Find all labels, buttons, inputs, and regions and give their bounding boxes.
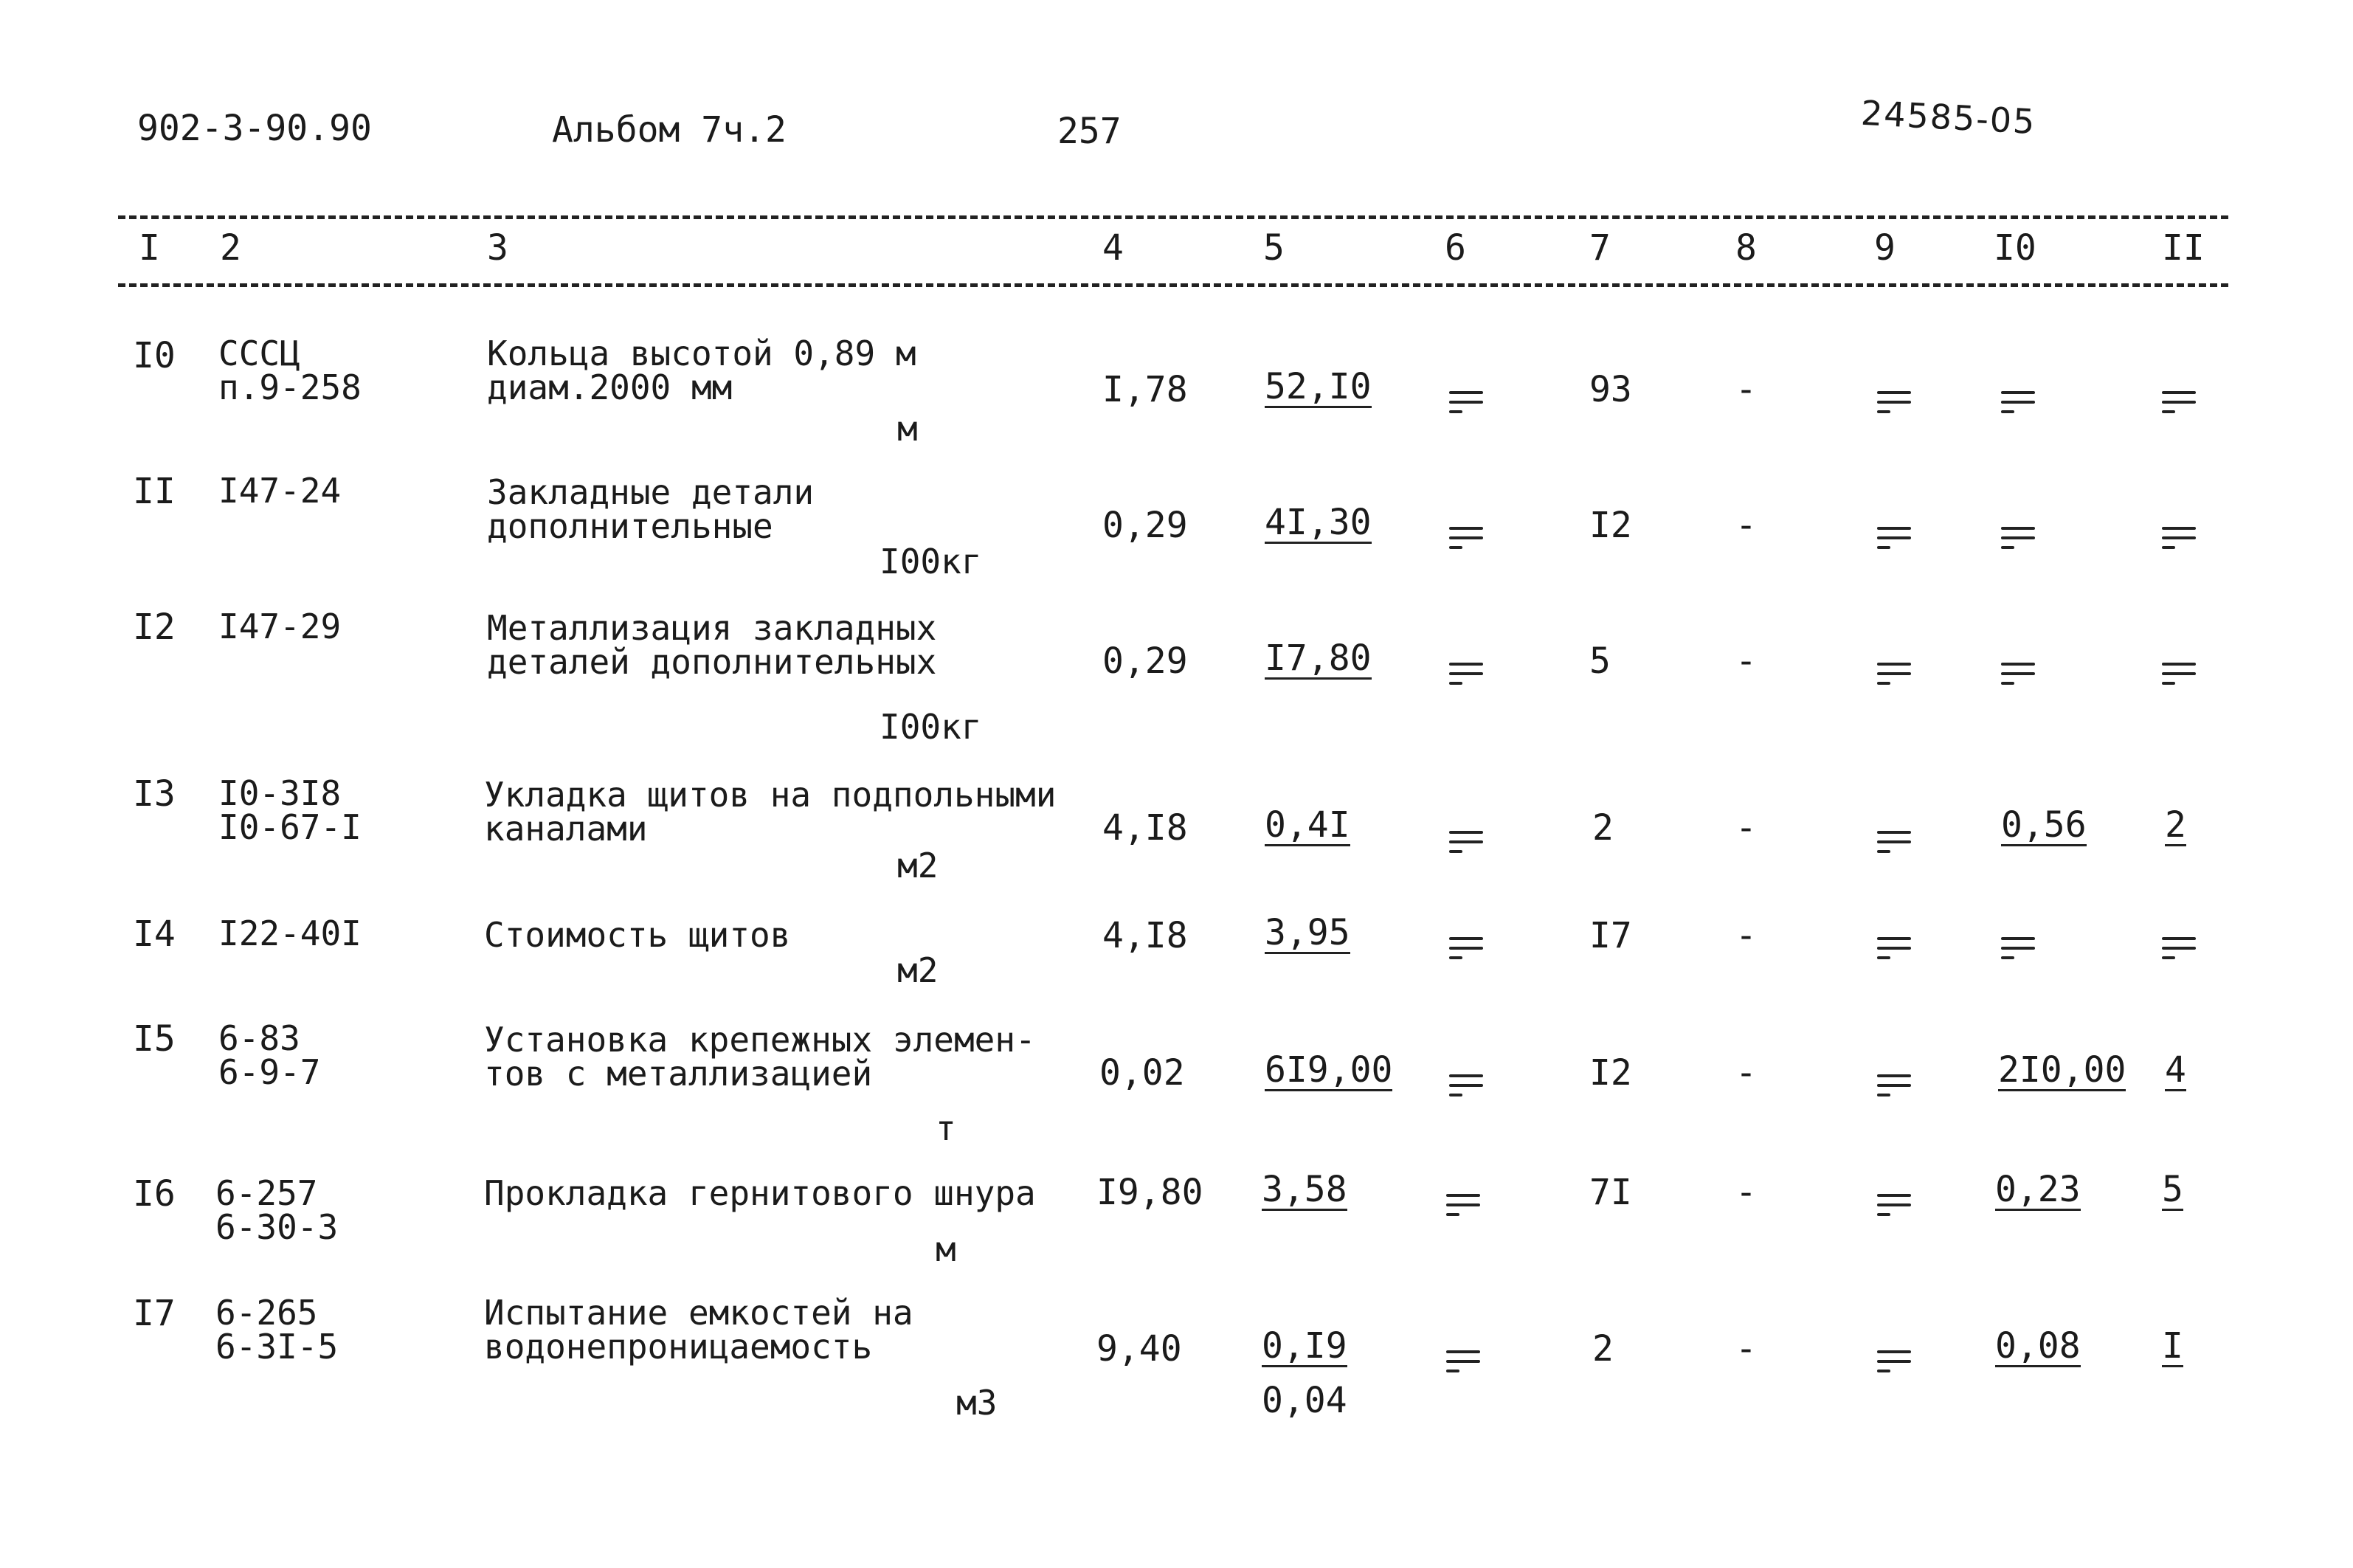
row-unit-price: 6I9,00 bbox=[1265, 1049, 1393, 1091]
row-description: дополнительные bbox=[487, 506, 773, 546]
row-col7: 93 bbox=[1589, 369, 1632, 410]
row-col7: I2 bbox=[1589, 505, 1632, 546]
column-header-5: 5 bbox=[1263, 227, 1285, 269]
row-description: Стоимость щитов bbox=[484, 915, 791, 955]
dash-mark-col6 bbox=[1446, 1194, 1480, 1223]
dash-mark-col6 bbox=[1449, 391, 1483, 420]
row-unit-price: 3,95 bbox=[1265, 912, 1350, 953]
row-quantity: I9,80 bbox=[1096, 1172, 1203, 1213]
page-number: 257 bbox=[1057, 111, 1122, 152]
row-col7: 2 bbox=[1592, 807, 1614, 849]
row-col7: 7I bbox=[1589, 1172, 1632, 1213]
row-code: 6-3I-5 bbox=[215, 1327, 339, 1367]
row-number: I3 bbox=[133, 773, 176, 815]
dash-mark-col6 bbox=[1449, 1074, 1483, 1103]
row-description: каналами bbox=[484, 809, 648, 849]
row-unit: м bbox=[897, 409, 918, 449]
row-quantity: 0,29 bbox=[1102, 640, 1188, 682]
row-code: 6-265 bbox=[215, 1293, 318, 1333]
row-description: деталей дополнительных bbox=[487, 642, 937, 682]
row-col11: 2 bbox=[2165, 804, 2186, 846]
row-col8: - bbox=[1735, 915, 1757, 956]
column-header-2: 2 bbox=[220, 227, 241, 269]
dash-mark-col9 bbox=[1877, 663, 1911, 691]
column-header-3: 3 bbox=[487, 227, 508, 269]
dash-mark-col11 bbox=[2162, 527, 2196, 556]
row-col7: I2 bbox=[1589, 1052, 1632, 1094]
doc-code: 902-3-90.90 bbox=[137, 108, 372, 149]
row-description: водонепроницаемость bbox=[484, 1327, 873, 1367]
row-unit-price: 0,4I bbox=[1265, 804, 1350, 846]
row-unit-price: I7,80 bbox=[1265, 638, 1372, 679]
row-col7: I7 bbox=[1589, 915, 1632, 956]
row-description: Испытание емкостей на bbox=[484, 1293, 913, 1333]
row-quantity: 4,I8 bbox=[1102, 915, 1188, 956]
dash-mark-col10 bbox=[2001, 937, 2035, 966]
dash-mark-col10 bbox=[2001, 527, 2035, 556]
row-unit-price: 3,58 bbox=[1262, 1169, 1347, 1210]
dash-mark-col11 bbox=[2162, 663, 2196, 691]
row-col8: - bbox=[1735, 1052, 1757, 1094]
album-label: Альбом 7ч.2 bbox=[552, 109, 787, 151]
dash-mark-col6 bbox=[1446, 1350, 1480, 1379]
row-description: диам.2000 мм bbox=[487, 367, 733, 407]
row-description: Укладка щитов на подпольными bbox=[484, 775, 1057, 815]
row-unit-price-extra: 0,04 bbox=[1262, 1380, 1347, 1421]
dash-mark-col6 bbox=[1449, 663, 1483, 691]
row-unit: I00кг bbox=[880, 707, 982, 747]
row-code: 6-9-7 bbox=[218, 1052, 321, 1092]
row-description: Кольца высотой 0,89 м bbox=[487, 334, 916, 373]
row-number: I4 bbox=[133, 913, 176, 955]
row-unit: I00кг bbox=[880, 542, 982, 581]
row-code: 6-30-3 bbox=[215, 1207, 339, 1247]
dash-mark-col9 bbox=[1877, 937, 1911, 966]
row-quantity: 0,29 bbox=[1102, 505, 1188, 546]
row-code: I47-24 bbox=[218, 471, 342, 511]
row-number: I2 bbox=[133, 607, 176, 648]
header-top-rule bbox=[118, 215, 2228, 219]
row-col10: 2I0,00 bbox=[1998, 1049, 2126, 1091]
column-header-9: 9 bbox=[1874, 227, 1896, 269]
row-col8: - bbox=[1735, 369, 1757, 410]
row-col11: 5 bbox=[2162, 1169, 2183, 1210]
row-description: Прокладка гернитового шнура bbox=[484, 1173, 1036, 1213]
row-col8: - bbox=[1735, 1328, 1757, 1370]
row-code: п.9-258 bbox=[218, 367, 362, 407]
dash-mark-col10 bbox=[2001, 663, 2035, 691]
row-description: Установка крепежных элемен- bbox=[484, 1020, 1036, 1060]
dash-mark-col6 bbox=[1449, 831, 1483, 860]
row-number: I5 bbox=[133, 1018, 176, 1060]
row-unit-price: 0,I9 bbox=[1262, 1325, 1347, 1367]
row-unit: м3 bbox=[956, 1383, 998, 1423]
row-code: I22-40I bbox=[218, 913, 362, 953]
column-header-1: I bbox=[139, 227, 160, 269]
row-number: I7 bbox=[133, 1293, 176, 1334]
row-unit-price: 4I,30 bbox=[1265, 502, 1372, 543]
row-quantity: 4,I8 bbox=[1102, 807, 1188, 849]
row-quantity: 0,02 bbox=[1099, 1052, 1185, 1094]
row-number: I6 bbox=[133, 1173, 176, 1215]
row-col8: - bbox=[1735, 505, 1757, 546]
row-quantity: I,78 bbox=[1102, 369, 1188, 410]
row-code: СССЦ bbox=[218, 334, 300, 373]
row-col8: - bbox=[1735, 1172, 1757, 1213]
inventory-number: 24585-05 bbox=[1859, 92, 2037, 142]
dash-mark-col9 bbox=[1877, 1194, 1911, 1223]
column-header-6: 6 bbox=[1445, 227, 1466, 269]
dash-mark-col6 bbox=[1449, 527, 1483, 556]
dash-mark-col9 bbox=[1877, 831, 1911, 860]
dash-mark-col9 bbox=[1877, 391, 1911, 420]
row-code: I47-29 bbox=[218, 607, 342, 646]
row-col8: - bbox=[1735, 640, 1757, 682]
dash-mark-col9 bbox=[1877, 527, 1911, 556]
row-col11: I bbox=[2162, 1325, 2183, 1367]
row-unit: м bbox=[936, 1229, 956, 1269]
row-number: I0 bbox=[133, 335, 176, 376]
row-unit: т bbox=[936, 1108, 956, 1148]
row-col10: 0,23 bbox=[1995, 1169, 2081, 1210]
row-col10: 0,56 bbox=[2001, 804, 2087, 846]
row-col10: 0,08 bbox=[1995, 1325, 2081, 1367]
dash-mark-col10 bbox=[2001, 391, 2035, 420]
row-col7: 5 bbox=[1589, 640, 1611, 682]
row-description: Закладные детали bbox=[487, 472, 815, 512]
row-number: II bbox=[133, 471, 176, 512]
dash-mark-col11 bbox=[2162, 937, 2196, 966]
row-code: I0-67-I bbox=[218, 807, 362, 847]
row-col7: 2 bbox=[1592, 1328, 1614, 1370]
column-header-4: 4 bbox=[1102, 227, 1124, 269]
dash-mark-col6 bbox=[1449, 937, 1483, 966]
row-col11: 4 bbox=[2165, 1049, 2186, 1091]
row-quantity: 9,40 bbox=[1096, 1328, 1182, 1370]
dash-mark-col9 bbox=[1877, 1074, 1911, 1103]
row-col8: - bbox=[1735, 807, 1757, 849]
column-header-8: 8 bbox=[1735, 227, 1757, 269]
column-header-11: II bbox=[2162, 227, 2205, 269]
row-unit-price: 52,I0 bbox=[1265, 366, 1372, 407]
row-code: 6-257 bbox=[215, 1173, 318, 1213]
dash-mark-col11 bbox=[2162, 391, 2196, 420]
header-bottom-rule bbox=[118, 283, 2228, 287]
row-code: 6-83 bbox=[218, 1018, 300, 1058]
column-header-10: I0 bbox=[1994, 227, 2036, 269]
dash-mark-col9 bbox=[1877, 1350, 1911, 1379]
row-description: Металлизация закладных bbox=[487, 608, 937, 648]
row-code: I0-3I8 bbox=[218, 773, 342, 813]
row-unit: м2 bbox=[897, 950, 939, 990]
row-unit: м2 bbox=[897, 846, 939, 885]
column-header-7: 7 bbox=[1589, 227, 1611, 269]
row-description: тов с металлизацией bbox=[484, 1054, 873, 1094]
